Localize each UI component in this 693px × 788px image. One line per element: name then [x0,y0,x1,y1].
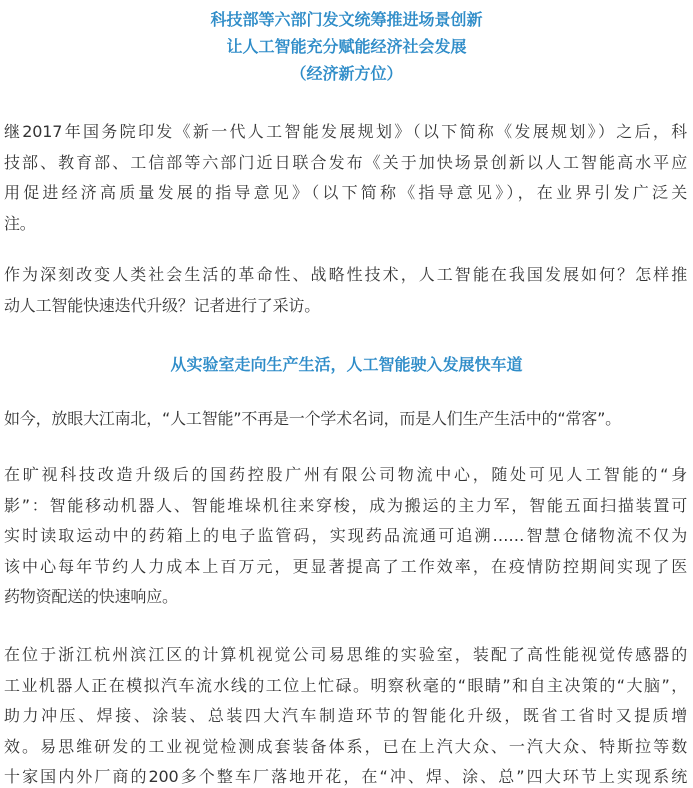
paragraph-isvision-lab [4,640,687,788]
paragraph-line: 继2017年国务院印发《新一代人工智能发展规划》（以下简称《发展规划》）之后，科 [4,122,687,141]
paragraph-line: 助力冲压、焊接、涂装、总装四大汽车制造环节的智能化升级，既省工省时又提质增 [4,706,687,725]
paragraph-line: 用促进经济高质量发展的指导意见》（以下简称《指导意见》），在业界引发广泛关 [4,183,687,202]
paragraph-line: 药物资配送的快速响应。 [4,587,178,606]
paragraph-line: 作为深刻改变人类社会生活的革命性、战略性技术，人工智能在我国发展如何？怎样推 [4,265,687,284]
title-line-2: 让人工智能充分赋能经济社会发展 [226,37,467,56]
section-subheading: 从实验室走向生产生活，人工智能驶入发展快车道 [170,355,523,374]
paragraph-line: 十家国内外厂商的200多个整车厂落地开花，在“冲、焊、涂、总”四大环节上实现系统 [4,767,687,786]
paragraph-line: 注。 [4,213,36,233]
paragraph-line: 如今，放眼大江南北，“人工智能”不再是一个学术名词，而是人们生产生活中的“常客”。 [4,409,621,428]
article-title [0,6,693,87]
paragraph-line: 该中心每年节约人力成本上百万元，更显著提高了工作效率，在疫情防控期间实现了医 [4,556,687,576]
paragraph-line: 动人工智能快速迭代升级？记者进行了采访。 [4,295,321,315]
paragraph-megvii-logistics [4,460,687,613]
paragraph-nowadays [4,404,687,435]
paragraph-intro [4,117,687,239]
title-line-1: 科技部等六部门发文统筹推进场景创新 [210,10,483,29]
paragraph-line: 实时读取运动中的药箱上的电子监管码，实现药品流通可追溯……智慧仓储物流不仅为 [4,526,687,545]
paragraph-line: 在旷视科技改造升级后的国药控股广州有限公司物流中心，随处可见人工智能的“身 [4,465,687,484]
paragraph-line: 技部、教育部、工信部等六部门近日联合发布《关于加快场景创新以人工智能高水平应 [4,152,687,172]
paragraph-line: 影”：智能移动机器人、智能堆垛机往来穿梭，成为搬运的主力军，智能五面扫描装置可 [4,495,687,515]
paragraph-question [4,260,687,321]
paragraph-line: 在位于浙江杭州滨江区的计算机视觉公司易思维的实验室，装配了高性能视觉传感器的 [4,645,687,664]
title-line-3: （经济新方位） [290,64,403,83]
paragraph-line: 工业机器人正在模拟汽车流水线的工位上忙碌。明察秋毫的“眼睛”和自主决策的“大脑”， [4,675,687,695]
paragraph-line: 效。易思维研发的工业视觉检测成套装备体系，已在上汽大众、一汽大众、特斯拉等数 [4,736,687,756]
